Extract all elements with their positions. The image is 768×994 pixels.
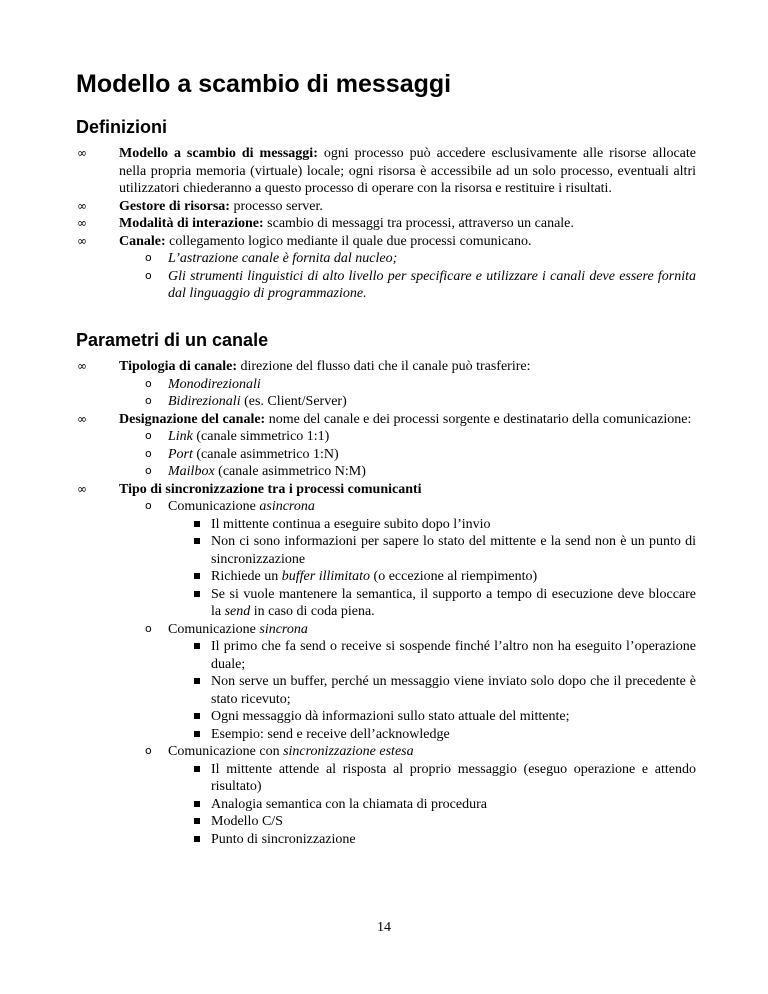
infinity-bullet-icon: ∞ [77, 216, 87, 230]
term: Gestore di risorsa: [119, 198, 230, 214]
circle-bullet-icon: o [145, 429, 152, 442]
point-item [194, 796, 696, 814]
term: Modello a scambio di messaggi: [119, 146, 318, 161]
circle-bullet-icon: o [145, 394, 152, 407]
sub-list-item [145, 393, 696, 411]
square-bullet-icon [194, 538, 200, 544]
group-prefix: Comunicazione [168, 621, 260, 637]
list-item [76, 481, 696, 849]
sub-item-italic: Port [168, 446, 193, 462]
point-text: Se si vuole mantenere la semantica, il supporto a tempo di esecuzione deve bloccare la [211, 586, 696, 619]
square-bullet-icon [194, 591, 200, 597]
infinity-bullet-icon: ∞ [77, 481, 87, 496]
list-item [76, 233, 696, 303]
sub-item-text: Gli strumenti linguistici di alto livello per specificare e utilizzare i canali deve essere fornita dal linguaggio di programmazione. [168, 268, 696, 301]
sub-list-item [145, 446, 696, 464]
circle-bullet-icon: o [145, 464, 152, 477]
point-item [194, 586, 696, 621]
point-text: Il mittente attende al risposta al proprio messaggio (eseguo operazione e attendo risultato) [211, 761, 696, 794]
page-title: Modello a scambio di messaggi [76, 70, 452, 98]
square-bullet-icon [194, 713, 200, 719]
group-prefix: Comunicazione [168, 499, 260, 514]
point-item [194, 708, 696, 726]
term: Canale: [119, 233, 166, 249]
list-item [76, 358, 696, 411]
point-item [194, 533, 696, 568]
square-bullet-icon [194, 836, 200, 842]
list-item [76, 198, 696, 216]
square-bullet-icon [194, 678, 200, 684]
point-text: Non serve un buffer, perché un messaggio viene inviato solo dopo che il precedente è stato ricevuto; [211, 674, 696, 707]
sub-list-item [145, 498, 696, 621]
section-parametri [76, 358, 696, 848]
point-text: Punto di sincronizzazione [211, 831, 356, 847]
square-bullet-icon [194, 643, 200, 649]
circle-bullet-icon: o [145, 251, 152, 264]
point-italic: buffer illimitato [281, 569, 371, 584]
square-bullet-icon [194, 573, 200, 579]
point-item [194, 568, 696, 586]
sub-item-italic: Monodirezionali [168, 376, 261, 392]
point-item [194, 638, 696, 673]
group-italic: sincrona [259, 621, 308, 637]
point-text: Modello C/S [211, 814, 283, 829]
infinity-bullet-icon: ∞ [77, 359, 87, 373]
point-item [194, 516, 696, 534]
point-item [194, 761, 696, 796]
page-number: 14 [377, 920, 391, 935]
definition: collegamento logico mediante il quale due processi comunicano. [169, 233, 532, 249]
infinity-bullet-icon: ∞ [77, 146, 87, 160]
square-bullet-icon [194, 766, 200, 772]
sub-list-item [145, 376, 696, 394]
list-item [76, 411, 696, 481]
point-item [194, 831, 696, 849]
square-bullet-icon [194, 731, 200, 737]
definition: direzione del flusso dati che il canale può trasferire: [240, 359, 531, 374]
point-text: Ogni messaggio dà informazioni sullo stato attuale del mittente; [211, 709, 570, 724]
infinity-bullet-icon: ∞ [77, 198, 87, 213]
group-italic: sincronizzazione estesa [283, 744, 414, 759]
circle-bullet-icon: o [145, 744, 152, 757]
sub-item-italic: Bidirezionali [168, 394, 241, 409]
point-item [194, 673, 696, 708]
sub-item-text: L’astrazione canale è fornita dal nucleo; [168, 251, 398, 266]
group-prefix: Comunicazione con [168, 744, 284, 759]
point-text: Il mittente continua a eseguire subito dopo l’invio [211, 516, 491, 532]
sub-item-italic: Link [168, 429, 193, 444]
point-item [194, 726, 696, 744]
term: Designazione del canale: [119, 411, 266, 427]
infinity-bullet-icon: ∞ [77, 411, 87, 426]
sub-list-item [145, 268, 696, 303]
point-text: Analogia semantica con la chiamata di procedura [211, 796, 487, 812]
sub-list-item [145, 463, 696, 481]
square-bullet-icon [194, 801, 200, 807]
point-text: Il primo che fa send o receive si sospende finché l’altro non ha eseguito l’operazione duale; [211, 639, 696, 672]
term: Tipo di sincronizzazione tra i processi comunicanti [119, 481, 422, 497]
definition: nome del canale e dei processi sorgente e destinatario della comunicazione: [268, 411, 692, 427]
square-bullet-icon [194, 818, 200, 824]
point-item [194, 813, 696, 831]
definition: processo server. [233, 198, 323, 214]
point-text-end: in caso di coda piena. [250, 604, 375, 619]
sub-item-italic: Mailbox [168, 464, 215, 479]
list-item [76, 215, 696, 233]
circle-bullet-icon: o [145, 499, 152, 512]
point-text-end: (o eccezione al riempimento) [370, 569, 538, 584]
term: Tipologia di canale: [119, 359, 237, 374]
sub-list-item [145, 428, 696, 446]
section-definizioni [76, 145, 696, 303]
section-heading-definizioni: Definizioni [76, 117, 167, 137]
sub-item-rest: (canale simmetrico 1:1) [192, 429, 330, 444]
sub-list-item [145, 250, 696, 268]
section-heading-parametri: Parametri di un canale [76, 330, 269, 350]
definition: ogni processo può accedere esclusivamente alle risorse allocate nella propria memoria (virtuale) locale; ogni risorsa è accessibile ad un solo processo, eventuali altri utilizzatori chiederanno a questo processo di operare con la risorsa e restituire i risultati. [119, 146, 696, 196]
point-text: Richiede un [211, 569, 282, 584]
sub-item-rest: (canale asimmetrico 1:N) [192, 446, 339, 462]
circle-bullet-icon: o [145, 268, 152, 282]
sub-list-item [145, 621, 696, 744]
point-text: Non ci sono informazioni per sapere lo stato del mittente e la send non è un punto di sincronizzazione [211, 534, 696, 567]
sub-list-item [145, 743, 696, 848]
term: Modalità di interazione: [119, 216, 264, 231]
point-text: Esempio: send e receive dell’acknowledge [211, 726, 450, 742]
infinity-bullet-icon: ∞ [77, 233, 87, 248]
square-bullet-icon [194, 521, 200, 527]
list-item [76, 145, 696, 198]
circle-bullet-icon: o [145, 621, 152, 635]
sub-item-rest: (es. Client/Server) [240, 394, 347, 409]
sub-item-rest: (canale asimmetrico N:M) [214, 464, 366, 479]
definition: scambio di messaggi tra processi, attraverso un canale. [267, 216, 574, 231]
circle-bullet-icon: o [145, 446, 152, 460]
circle-bullet-icon: o [145, 376, 152, 390]
group-italic: asincrona [259, 499, 315, 514]
point-italic: send [224, 604, 251, 619]
